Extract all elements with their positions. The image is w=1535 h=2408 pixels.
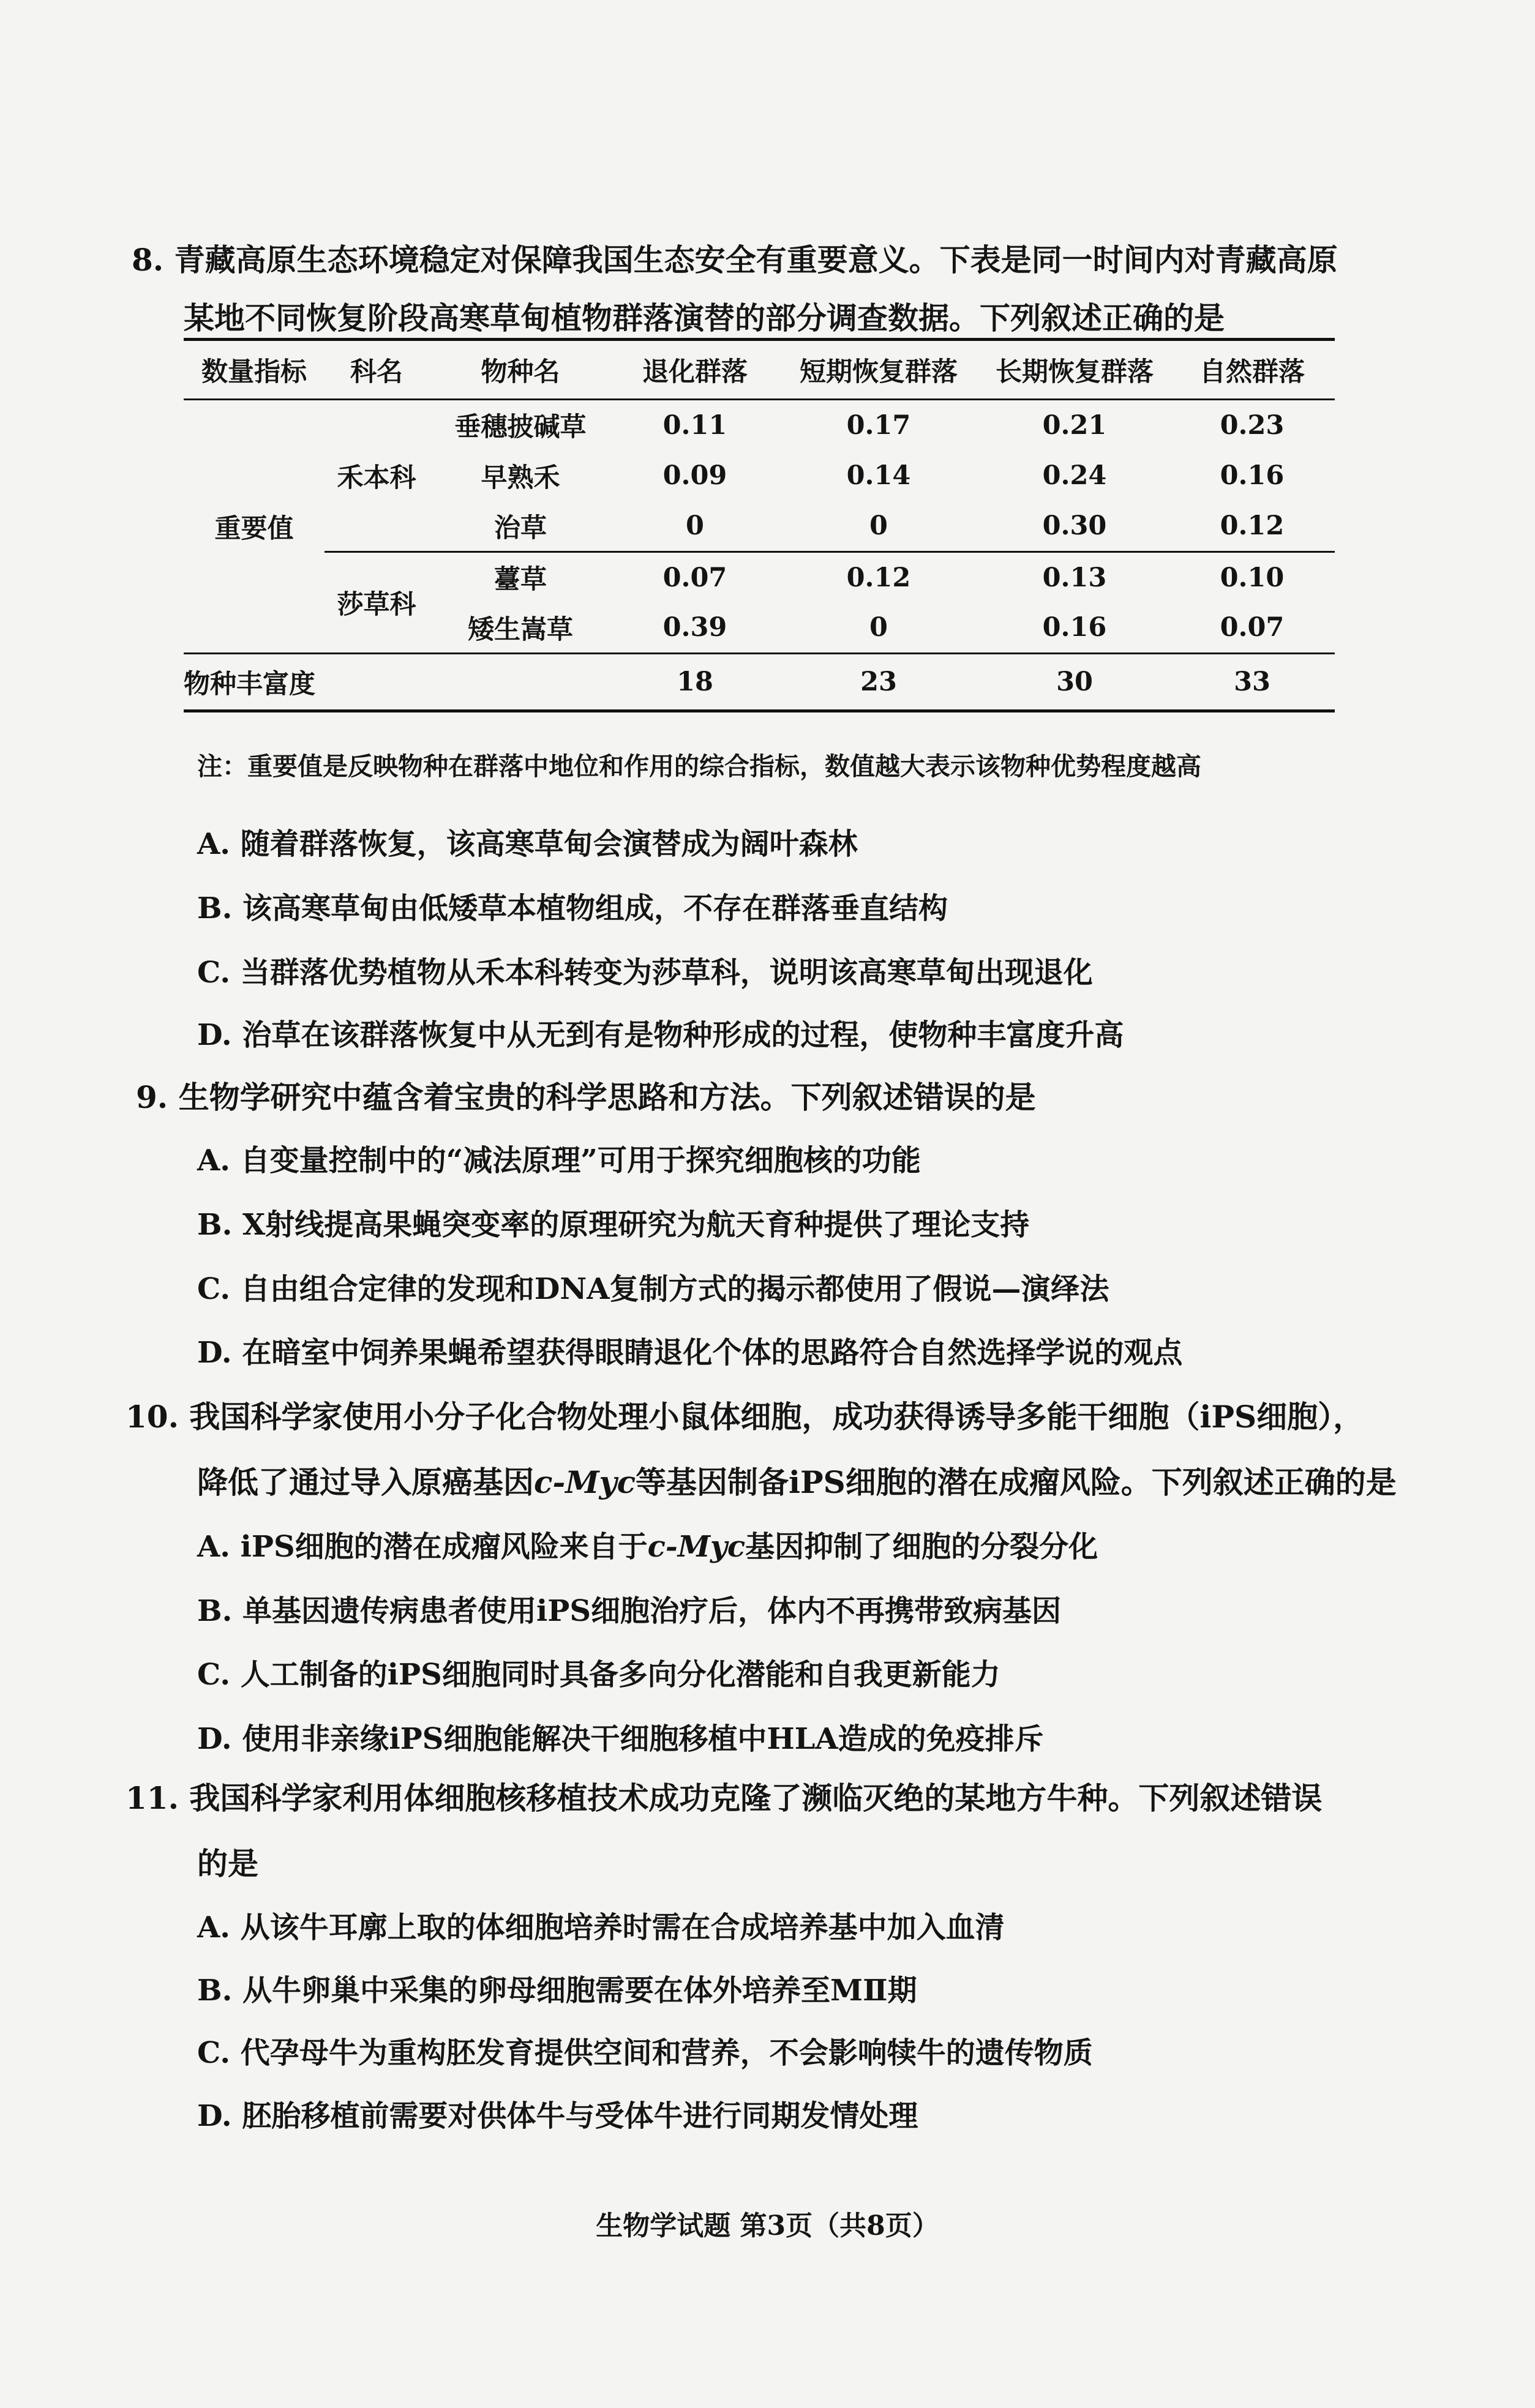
- value-cell: 0.23: [1220, 409, 1285, 441]
- value-cell: 0.14: [846, 460, 911, 491]
- value-cell: 0.13: [1042, 562, 1107, 593]
- q11-stem-line1: 11. 我国科学家利用体细胞核移植技术成功克隆了濒临灭绝的某地方牛种。下列叙述错误: [126, 1780, 1323, 1816]
- value-cell: 0.11: [662, 409, 727, 441]
- species-cell: 薹草: [494, 564, 547, 596]
- table-total-row: [184, 654, 1335, 711]
- value-cell: 0.12: [1169, 501, 1335, 552]
- value-cell: 0: [612, 501, 778, 552]
- q9-option-c: C. 自由组合定律的发现和DNA复制方式的揭示都使用了假说—演绎法: [197, 1272, 1109, 1306]
- value-cell: 0.16: [1220, 460, 1285, 491]
- q10-option-a-post: 基因抑制了细胞的分裂分化: [745, 1530, 1098, 1564]
- value-cell: 0.17: [846, 409, 911, 441]
- q10-option-b: B. 单基因遗传病患者使用iPS细胞治疗后，体内不再携带致病基因: [197, 1594, 1061, 1628]
- family-cell: 禾本科: [325, 400, 429, 552]
- q11-option-d: D. 胚胎移植前需要对供体牛与受体牛进行同期发情处理: [197, 2099, 918, 2133]
- row-label: 重要值: [214, 513, 294, 544]
- value-cell: 0.21: [1042, 409, 1107, 441]
- species-cell: 垂穗披碱草: [454, 412, 587, 443]
- q8-option-a: A. 随着群落恢复，该高寒草甸会演替成为阔叶森林: [197, 827, 858, 861]
- value-cell: 0.24: [1042, 460, 1107, 491]
- species-cell: 治草: [429, 501, 612, 552]
- q8-note: 注：重要值是反映物种在群落中地位和作用的综合指标，数值越大表示该物种优势程度越高: [197, 752, 1201, 781]
- q9-option-b: B. X射线提高果蝇突变率的原理研究为航天育种提供了理论支持: [197, 1208, 1030, 1242]
- q8-stem-line2: 某地不同恢复阶段高寒草甸植物群落演替的部分调查数据。下列叙述正确的是: [184, 300, 1225, 336]
- family-cell: 莎草科: [337, 589, 416, 620]
- value-cell: 0.12: [846, 562, 911, 593]
- value-cell: 0: [869, 612, 888, 643]
- value-cell: 30: [980, 654, 1169, 711]
- header-cell: 长期恢复群落: [980, 340, 1169, 400]
- header-cell: 科名: [325, 340, 429, 400]
- q10-option-a-gene: c-Myc: [647, 1530, 746, 1564]
- table-header-row: [184, 340, 1335, 400]
- q11-option-b: B. 从牛卵巢中采集的卵母细胞需要在体外培养至MⅡ期: [197, 1973, 917, 2008]
- value-cell: 0.30: [980, 501, 1169, 552]
- q8-stem-line1: 8. 青藏高原生态环境稳定对保障我国生态安全有重要意义。下表是同一时间内对青藏高原: [132, 242, 1338, 278]
- q8-option-c: C. 当群落优势植物从禾本科转变为莎草科，说明该高寒草甸出现退化: [197, 955, 1093, 990]
- header-cell: 物种名: [429, 340, 612, 400]
- q10-stem-line2-pre: 降低了通过导入原癌基因: [197, 1464, 534, 1500]
- q8-option-b: B. 该高寒草甸由低矮草本植物组成，不存在群落垂直结构: [197, 891, 948, 925]
- value-cell: 0.16: [1042, 612, 1107, 643]
- q10-stem-line2-post: 等基因制备iPS细胞的潜在成瘤风险。下列叙述正确的是: [636, 1464, 1397, 1500]
- value-cell: 0.07: [662, 562, 727, 593]
- page-footer: 生物学试题 第3页（共8页）: [596, 2210, 939, 2242]
- total-label: 物种丰富度: [184, 654, 612, 711]
- header-cell: 数量指标: [184, 340, 325, 400]
- q9-option-d: D. 在暗室中饲养果蝇希望获得眼睛退化个体的思路符合自然选择学说的观点: [197, 1336, 1183, 1370]
- q10-option-a: [197, 1530, 1098, 1564]
- q10-stem-line1: 10. 我国科学家使用小分子化合物处理小鼠体细胞，成功获得诱导多能干细胞（iPS细胞），: [126, 1399, 1364, 1435]
- q11-stem-line2: 的是: [197, 1845, 258, 1882]
- value-cell: 0.39: [662, 612, 727, 643]
- q8-option-d: D. 治草在该群落恢复中从无到有是物种形成的过程，使物种丰富度升高: [197, 1018, 1124, 1052]
- value-cell: 23: [778, 654, 980, 711]
- value-cell: 0.09: [662, 460, 727, 491]
- q9-stem: 9. 生物学研究中蕴含着宝贵的科学思路和方法。下列叙述错误的是: [136, 1079, 1036, 1115]
- q10-option-c: C. 人工制备的iPS细胞同时具备多向分化潜能和自我更新能力: [197, 1658, 1000, 1692]
- value-cell: 0.07: [1220, 612, 1285, 643]
- header-cell: 自然群落: [1169, 340, 1335, 400]
- value-cell: 33: [1169, 654, 1335, 711]
- table-row: [184, 400, 1335, 451]
- q8-data-table: [184, 338, 1335, 712]
- value-cell: 18: [612, 654, 778, 711]
- q10-stem-line2: [197, 1464, 1397, 1500]
- q10-option-a-pre: A. iPS细胞的潜在成瘤风险来自于: [197, 1530, 648, 1564]
- species-cell: 矮生嵩草: [468, 614, 573, 645]
- species-cell: 早熟禾: [481, 462, 560, 493]
- value-cell: 0.10: [1220, 562, 1285, 593]
- q9-option-a: A. 自变量控制中的“减法原理”可用于探究细胞核的功能: [197, 1143, 921, 1178]
- header-cell: 退化群落: [612, 340, 778, 400]
- q10-gene-name: c-Myc: [534, 1464, 636, 1500]
- q11-option-c: C. 代孕母牛为重构胚发育提供空间和营养，不会影响犊牛的遗传物质: [197, 2036, 1093, 2070]
- value-cell: 0: [778, 501, 980, 552]
- table-row: [184, 552, 1335, 603]
- q10-option-d: D. 使用非亲缘iPS细胞能解决干细胞移植中HLA造成的免疫排斥: [197, 1722, 1044, 1756]
- q11-option-a: A. 从该牛耳廓上取的体细胞培养时需在合成培养基中加入血清: [197, 1910, 1005, 1945]
- header-cell: 短期恢复群落: [778, 340, 980, 400]
